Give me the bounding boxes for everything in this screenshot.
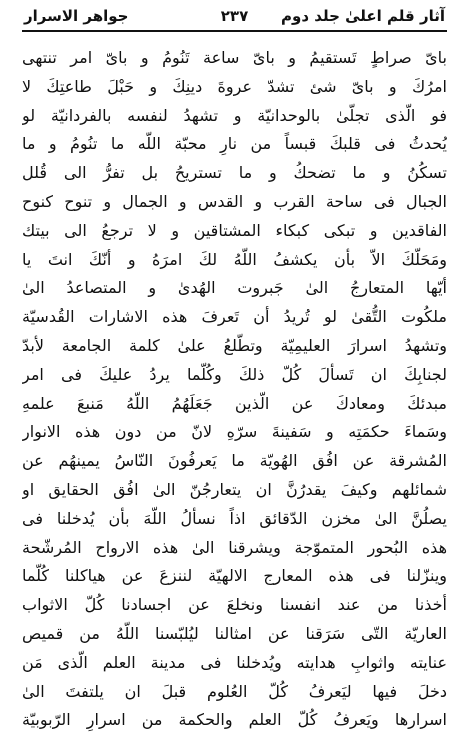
header-rule [22,30,447,32]
text-line: وتشهدُ اسرارَ العليمِيّة وتطّلعُ علىٰ كلمة الجامعة لأبدّ [22,335,447,355]
text-line: امرُكَ و باىّ شئ تشدّ عروةَ دينِكَ و حَبْلَ طاعتِكَ لا [22,76,447,96]
text-line: يُحدثُ فى قلبكَ قبساً من نارِ محبّة اللّه ما تنُومُ و ما [22,134,447,154]
text-line: عنايته واثوابِ هدايته ويُدخلنا فى مدينة العلم الّذى مَن [22,652,447,672]
text-line: هذه البُحور المتموّجة ويشرقنا الىٰ هذه الارواح المُرشّحة [22,537,447,557]
text-line: دخلَ فيها ليَعرفُ كُلّ العُلوم قبلَ ان يلتفتَ الىٰ [22,681,447,701]
text-line: العاريّة التّى سَرَقنا عن امثالنا ليُلبّسنا اللّهُ من قميص [22,623,447,643]
text-line: شمائلهم وكيفَ يقدرُنَّ ان يتعارجُنّ الىٰ افُق الحقايق او [22,479,447,499]
page-header [22,4,447,30]
text-line: يصلُنَّ الىٰ مخزن الدّقائق اذاً نسألُ اللّهَ بأن يُدخلنا فى [22,508,447,528]
text-line: أخذنا من عند انفسنا ونخلعَ عن اجسادنا كُلّ الاثواب [22,595,447,615]
text-line: وسَماءَ حكمَتِه و سَفينةَ سرّهِ لانّ من دون هذه الانوار [22,422,447,442]
text-line: باىّ صراطٍ تَستقيمُ و باىّ ساعة تَنُومُ و باىّ امر تنتهى [22,48,447,67]
book-title: آثار قلم اعلیٰ جلد دوم [281,7,445,25]
body-text [22,44,447,735]
text-line: الفاقدين و تبكى كبكاء المشتاقين و لا ترجعُ الى بيتك [22,220,447,240]
text-line: ملكُوت التُّقىٰ لو تُريدُ أن تَعرفَ هذه الاشارات القُدسيّة [22,307,447,327]
section-title: جواهر الاسرار [24,7,129,25]
text-line: أيّها المتعارجُ الىٰ جَبروت الهُدىٰ و المتصاعدُ الىٰ [22,278,447,298]
text-line: المُشرقة عن افُق الهُويّة ما يَعرفُونَ النّاسُ يمينهُم عن [22,451,447,471]
text-line: وينزّلنا فى هذه المعارج الالهيّة لننزعَ عن هياكلنا كُلّما [22,566,447,586]
text-line: مبدئكَ ومعادكَ عن الّذين جَعَلَهُمُ اللّهُ مَنبعَ علمهِ [22,393,447,413]
text-line: لجنابِكَ ان تَسألَ كُلّ ذلكَ وكُلّما يردُ عليكَ فى امر [22,364,447,384]
text-line: الجبال فى ساحة القرب و القدس و الجمال و تنوح كنوح [22,191,447,211]
text-line: اسرارها ويَعرفُ كُلّ العلم والحكمة من اسرارِ الرّبوبيّة [22,710,447,730]
text-line: تسكُنُ و ما تضحكُ و ما تستريحُ بل تفرُّ الى قُلل [22,163,447,183]
page-number: ۲۳۷ [220,7,249,25]
text-line: فو الّذى تجلّىٰ بالوحدانيّة و تشهدُ لنفسه بالفردانيّة لو [22,105,447,125]
text-line: ومَحَلّكَ الاّ بأن يكشفُ اللّهُ لكَ امرَهُ و أنّكَ انتَ يا [22,249,447,269]
